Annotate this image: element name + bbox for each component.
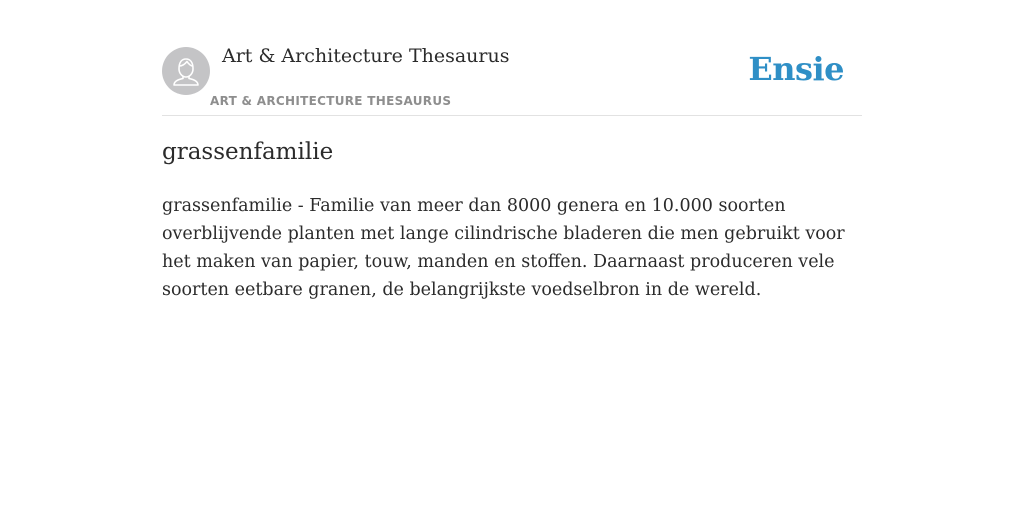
source-label: ART & ARCHITECTURE THESAURUS xyxy=(210,94,452,108)
term-title: grassenfamilie xyxy=(162,139,334,165)
user-avatar-icon xyxy=(162,47,210,95)
term-definition: grassenfamilie - Familie van meer dan 8000 genera en 10.000 soorten overblijvende planten met lange cilindrische bladeren die men gebruikt voor het maken van papier, touw, manden en stoffen. Daarnaast produceren vele soorten eetbare granen, de belangrijkste voedselbron in de wereld. xyxy=(162,196,845,300)
author-name-link[interactable]: Art & Architecture Thesaurus xyxy=(222,45,510,67)
entry-header xyxy=(162,0,862,116)
ensie-logo[interactable]: Ensie xyxy=(748,50,844,88)
entry-card xyxy=(162,0,862,512)
author-avatar[interactable] xyxy=(162,47,210,95)
